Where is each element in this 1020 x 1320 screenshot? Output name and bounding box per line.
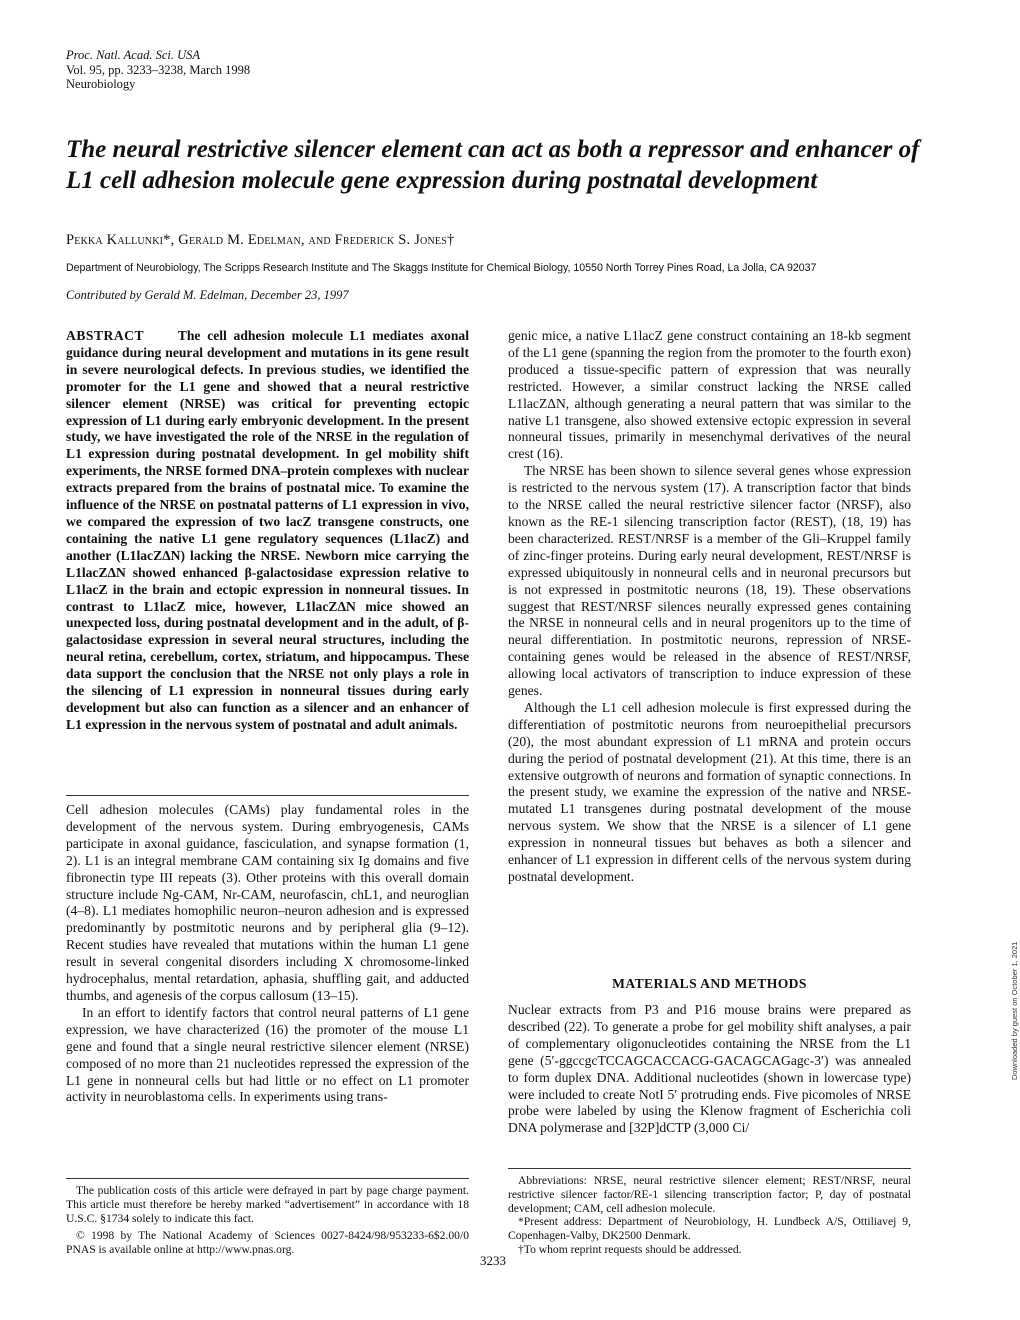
introduction-left bbox=[66, 802, 469, 1106]
footnote-divider-right bbox=[508, 1168, 911, 1169]
page-number: 3233 bbox=[480, 1253, 506, 1268]
download-note: Downloaded by guest on October 1, 2021 bbox=[1010, 941, 1019, 1080]
footnote: The publication costs of this article were defrayed in part by page charge payment. This article must therefore be hereby marked “advertisement” in accordance with 18 U.S.C. §1734 solely to indicate this fact. bbox=[66, 1184, 469, 1225]
journal-header bbox=[66, 48, 250, 92]
footnote-divider-left bbox=[66, 1178, 469, 1179]
paragraph: The NRSE has been shown to silence several genes whose expression is restricted to the nervous system (17). A transcription factor that binds to the NRSE called the neural restrictive silencer factor (NRSF), also known as the RE-1 silencing transcription factor (REST), (18, 19) has been characterized. REST/NRSF is a member of the Gli–Kruppel family of zinc-finger proteins. During early neural development, REST/NRSF is expressed ubiquitously in nonneural cells and in neuronal precursors but is not expressed in postmitotic neurons (18, 19). These observations suggest that REST/NRSF silences neurally expressed genes containing the NRSE in nonneural cells and in neural progenitors up to the time of neural differentiation. In postmitotic neurons, repression of NRSE-containing genes would be released in the absence of REST/NRSF, allowing local activators of transcription to induce expression of these genes. bbox=[508, 463, 911, 699]
affiliation: Department of Neurobiology, The Scripps Research Institute and The Skaggs Institute for Chemical Biology, 10550 North Torrey Pines Road, La Jolla, CA 92037 bbox=[66, 262, 817, 274]
paragraph: Although the L1 cell adhesion molecule is first expressed during the differentiation of postmitotic neurons from neuroepithelial precursors (20), the most abundant expression of L1 mRNA and protein occurs during the period of postnatal development (21). At this time, there is an extensive outgrowth of neurons and formation of synaptic connections. In the present study, we examine the expression of the native and NRSE-mutated L1 transgenes during postnatal development of the mouse nervous system. We show that the NRSE is a silencer of L1 gene expression in nonneural tissues but behaves as both a silencer and enhancer of L1 expression in different cells of the nervous system during postnatal development. bbox=[508, 699, 911, 884]
contributed-by: Contributed by Gerald M. Edelman, December 23, 1997 bbox=[66, 288, 349, 302]
abstract-divider bbox=[66, 795, 469, 796]
paragraph: Cell adhesion molecules (CAMs) play fundamental roles in the development of the nervous system. During embryogenesis, CAMs participate in axonal guidance, fasciculation, and synapse formation (1, 2). L1 is an integral membrane CAM containing six Ig domains and five fibronectin type III repeats (3). Other proteins with this overall domain structure include Ng-CAM, Nr-CAM, neurofascin, chL1, and neuroglian (4–8). L1 mediates homophilic neuron–neuron adhesion and is expressed predominantly by postmitotic neurons and by peripheral glia (9–12). Recent studies have revealed that mutations within the human L1 gene result in several congenital disorders including X chromosome-linked hydrocephalus, mental retardation, aphasia, shuffling gait, and adducted thumbs, and agenesis of the corpus callosum (13–15). bbox=[66, 802, 469, 1003]
journal-name: Proc. Natl. Acad. Sci. USA bbox=[66, 48, 201, 62]
footnote: Abbreviations: NRSE, neural restrictive silencer element; REST/NRSF, neural restrictive silencer factor/RE-1 silencing transcription factor; P, day of postnatal development; CAM, cell adhesion molecule. bbox=[508, 1174, 911, 1215]
footnote-left bbox=[66, 1184, 469, 1257]
footnote: *Present address: Department of Neurobiology, H. Lundbeck A/S, Ottiliavej 9, Copenhagen-Valby, DK2500 Denmark. bbox=[508, 1215, 911, 1243]
introduction-right bbox=[508, 328, 911, 886]
paragraph: Nuclear extracts from P3 and P16 mouse brains were prepared as described (22). To generate a probe for gel mobility shift analyses, a pair of complementary oligonucleotides containing the NRSE from the L1 gene (5′-ggccgcTCCAGCACCACG-GACAGCAGagc-3′) was annealed to form duplex DNA. Additional nucleotides (shown in lowercase type) were included to create NotI 5′ protruding ends. Five picomoles of NRSE probe were labeled by using the Klenow fragment of Escherichia coli DNA polymerase and [32P]dCTP (3,000 Ci/ bbox=[508, 1002, 911, 1136]
abstract bbox=[66, 328, 469, 734]
methods-heading: MATERIALS AND METHODS bbox=[612, 976, 807, 991]
footnote: © 1998 by The National Academy of Sciences 0027-8424/98/953233-6$2.00/0 PNAS is available online at http://www.pnas.org. bbox=[66, 1229, 469, 1257]
paragraph: In an effort to identify factors that control neural patterns of L1 gene expression, we have characterized (16) the promoter of the mouse L1 gene and found that a single neural restrictive silencer element (NRSE) composed of no more than 21 nucleotides repressed the expression of the L1 gene in nonneural cells but had little or no effect on L1 promoter activity in neuroblastoma cells. In experiments using trans- bbox=[66, 1004, 469, 1105]
paper-title: The neural restrictive silencer element can act as both a repressor and enhancer of L1 cell adhesion molecule gene expression during postnatal development bbox=[66, 136, 920, 194]
abstract-text: The cell adhesion molecule L1 mediates axonal guidance during neural development and mutations in its gene result in severe neurological defects. In previous studies, we identified the promoter for the L1 gene and showed that a neural restrictive silencer element (NRSE) was critical for preventing ectopic expression of L1 during early embryonic development. In the present study, we have investigated the role of the NRSE in the regulation of L1 expression during postnatal development. In gel mobility shift experiments, the NRSE formed DNA–protein complexes with nuclear extracts prepared from the brains of postnatal mice. To examine the influence of the NRSE on postnatal patterns of L1 expression in vivo, we compared the expression of two lacZ transgene constructs, one containing the native L1 gene regulatory sequences (L1lacZ) and another (L1lacZΔN) lacking the NRSE. Newborn mice carrying the L1lacZΔN showed enhanced β-galactosidase expression relative to L1lacZ in the brain and ectopic expression in nonneural tissues. In contrast to L1lacZ mice, however, L1lacZΔN mice showed an unexpected loss, during postnatal development and in the adult, of β-galactosidase expression in several neural structures, including the neural retina, cerebellum, cortex, striatum, and hippocampus. These data support the conclusion that the NRSE not only plays a role in the silencing of L1 expression in nonneural tissues during early development but also can function as a silencer and an enhancer of L1 expression in the nervous system of postnatal and adult animals. bbox=[66, 328, 469, 732]
authors: Pekka Kallunki*, Gerald M. Edelman, and Frederick S. Jones† bbox=[66, 232, 455, 248]
methods-text bbox=[508, 1002, 911, 1137]
footnote-right bbox=[508, 1174, 911, 1257]
abstract-label: ABSTRACT bbox=[66, 328, 145, 343]
section-name: Neurobiology bbox=[66, 77, 136, 91]
volume-info: Vol. 95, pp. 3233–3238, March 1998 bbox=[66, 62, 251, 77]
paragraph: genic mice, a native L1lacZ gene construct containing an 18-kb segment of the L1 gene (spanning the region from the promoter to the fourth exon) produced a tissue-specific pattern of expression that was neurally restricted. However, a similar construct lacking the NRSE called L1lacZΔN, although generating a neural pattern that was similar to the native L1 transgene, also showed extensive ectopic expression in several nonneural tissues, primarily in mesenchymal derivatives of the neural crest (16). bbox=[508, 328, 911, 462]
footnote: †To whom reprint requests should be addressed. bbox=[518, 1242, 742, 1256]
